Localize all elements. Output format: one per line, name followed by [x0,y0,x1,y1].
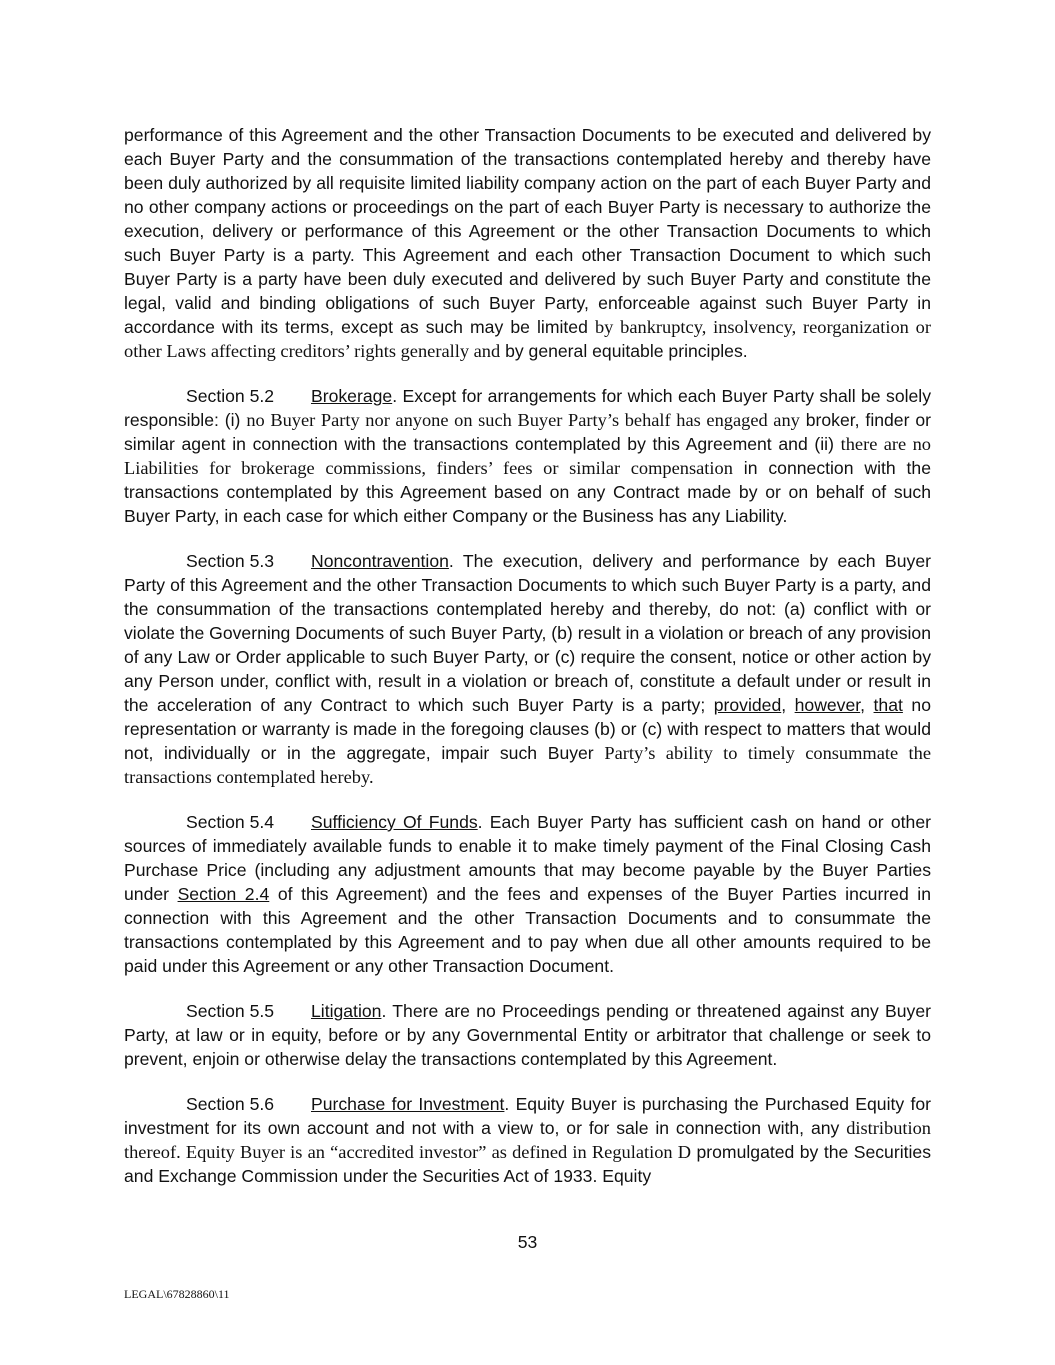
text-run: performance of this Agreement and the other Transaction Documents to be executed and delivered by each Buyer Party and the consummation of the transactions contemplated hereby and thereby have been duly authorized by all requisite limited liability company action on the part of each Buyer Party and no other company actions or proceedings on the part of each Buyer Party is necessary to authorize the execution, delivery or performance of this Agreement or the other Transaction Documents to which such Buyer Party is a party. This Agreement and each other Transaction Document to which such Buyer Party is a party have been duly executed and delivered by such Buyer Party and constitute the legal, valid and binding obligations of such Buyer Party, enforceable against such Buyer Party in accordance with its terms, except as such may be limited [124,125,931,337]
section-number: Section 5.6 [186,1094,275,1114]
underlined-term: provided [713,695,782,715]
paragraph-continuation [124,123,931,363]
text-run: , [860,695,874,715]
section-title: Purchase for Investment [311,1094,505,1114]
text-run-serif: there are no Liabilities for brokerage commissions, finders’ fees or similar compensation [124,434,931,478]
section-number: Section 5.3 [186,551,275,571]
text-run: in connection with the transactions contemplated by this Agreement based on any Contract made by or on behalf of such Buyer Party, in each case for which either Company or the Business has any Liability. [124,458,932,526]
text-run: promulgated by the Securities and Exchange Commission under the Securities Act of 1933. Equity [124,1142,931,1186]
underlined-term: that [873,695,903,715]
section-number: Section 5.5 [186,1001,275,1021]
section-5-6 [124,1092,931,1188]
section-number: Section 5.2 [186,386,275,406]
document-id-footer: LEGAL\67828860\11 [124,1287,230,1301]
document-body [124,123,931,1209]
text-run-serif: no Buyer Party nor anyone on such Buyer Party’s behalf has engaged any [246,410,800,430]
section-number: Section 5.4 [186,812,275,832]
text-run: no representation or warranty is made in the foregoing clauses (b) or (c) with respect to matters that would not, individually or in the aggregate, impair such Buyer [124,695,931,763]
section-5-4 [124,810,931,978]
underlined-term: however [794,695,861,715]
text-run: broker, finder or similar agent in connection with the transactions contemplated by this Agreement and (ii) [124,410,931,454]
text-run-serif: distribution thereof. Equity Buyer is an “accredited investor” as defined in Regulation D [124,1118,931,1162]
section-5-3 [124,549,931,789]
section-5-5 [124,999,931,1071]
text-run: , [781,695,795,715]
text-run: . Equity Buyer is purchasing the Purchased Equity for investment for its own account and not with a view to, or for sale in connection with, any [124,1094,931,1138]
section-title: Litigation [311,1001,382,1021]
section-title: Brokerage [311,386,393,406]
text-run: by general equitable principles. [500,341,748,361]
section-5-2 [124,384,931,528]
text-run-serif: by bankruptcy, insolvency, reorganization or other Laws affecting creditors’ rights generally and [124,317,931,361]
text-run: . Except for arrangements for which each Buyer Party shall be solely responsible: (i) [124,386,931,430]
text-run-serif: Party’s ability to timely consummate the transactions contemplated hereby. [124,743,932,787]
page-number: 53 [517,1232,538,1252]
text-run: of this Agreement) and the fees and expenses of the Buyer Parties incurred in connection with this Agreement and the other Transaction Documents and to consummate the transactions contemplated by this Agreement and to pay when due all other amounts required to be paid under this Agreement or any other Transaction Document. [124,884,932,976]
section-title: Noncontravention [311,551,449,571]
text-run: . There are no Proceedings pending or threatened against any Buyer Party, at law or in equity, before or by any Governmental Entity or arbitrator that challenge or seek to prevent, enjoin or otherwise delay the transactions contemplated by this Agreement. [124,1001,931,1069]
section-title: Sufficiency Of Funds [311,812,478,832]
text-run: . Each Buyer Party has sufficient cash on hand or other sources of immediately available funds to enable it to make timely payment of the Final Closing Cash Purchase Price (including any adjustment amounts that may become payable by the Buyer Parties under [124,812,931,904]
section-reference-link[interactable]: Section 2.4 [177,884,270,904]
text-run: . The execution, delivery and performance by each Buyer Party of this Agreement and the other Transaction Documents to which such Buyer Party is a party, and the consummation of the transactions contemplated hereby and thereby, do not: (a) conflict with or violate the Governing Documents of such Buyer Party, (b) result in a violation or breach of any provision of any Law or Order applicable to such Buyer Party, or (c) require the consent, notice or other action by any Person under, conflict with, result in a violation or breach of, constitute a default under or result in the acceleration of any Contract to which such Buyer Party is a party; [124,551,931,715]
